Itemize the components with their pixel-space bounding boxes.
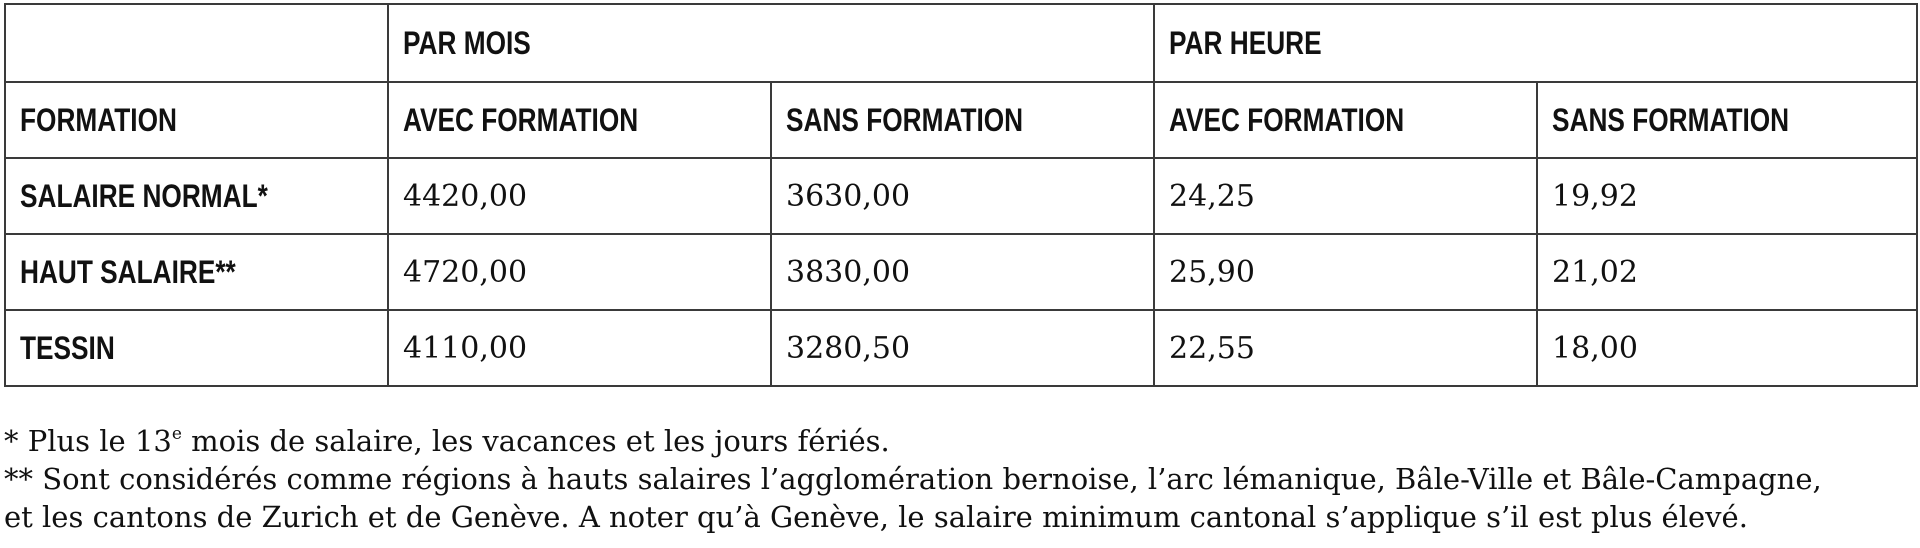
- salary-table: [4, 3, 1918, 387]
- column-header-formation: FORMATION: [5, 82, 388, 158]
- cell-hour-without: 21,02: [1537, 234, 1917, 310]
- cell-month-without: 3280,50: [771, 310, 1154, 386]
- group-header-per-hour-label: PAR HEURE: [1169, 24, 1322, 61]
- row-label: SALAIRE NORMAL*: [5, 158, 388, 234]
- group-header-per-month: [388, 4, 1154, 82]
- row-label: TESSIN: [5, 310, 388, 386]
- table-row: [5, 234, 1917, 310]
- cell-month-with: 4720,00: [388, 234, 771, 310]
- cell-month-with: 4420,00: [388, 158, 771, 234]
- cell-month-without: 3630,00: [771, 158, 1154, 234]
- group-header-per-hour: [1154, 4, 1917, 82]
- column-header-hour-with: AVEC FORMATION: [1154, 82, 1537, 158]
- column-header-month-with: AVEC FORMATION: [388, 82, 771, 158]
- cell-hour-with: 22,55: [1154, 310, 1537, 386]
- row-label: HAUT SALAIRE**: [5, 234, 388, 310]
- empty-corner-cell: [5, 4, 388, 82]
- footnote-2-line-2: et les cantons de Zurich et de Genève. A noter qu’à Genève, le salaire minimum cantonal s’applique s’il est plus élevé.: [4, 500, 1748, 534]
- table-row: [5, 310, 1917, 386]
- cell-hour-without: 19,92: [1537, 158, 1917, 234]
- group-header-per-month-label: PAR MOIS: [403, 24, 531, 61]
- cell-month-without: 3830,00: [771, 234, 1154, 310]
- table-row: [5, 158, 1917, 234]
- column-header-row: [5, 82, 1917, 158]
- footnote-2-line-1: ** Sont considérés comme régions à hauts salaires l’agglomération bernoise, l’arc lémanique, Bâle-Ville et Bâle-Campagne,: [4, 462, 1822, 496]
- cell-hour-without: 18,00: [1537, 310, 1917, 386]
- column-header-hour-without: SANS FORMATION: [1537, 82, 1917, 158]
- cell-month-with: 4110,00: [388, 310, 771, 386]
- footnotes: [4, 422, 1916, 536]
- cell-hour-with: 25,90: [1154, 234, 1537, 310]
- column-header-month-without: SANS FORMATION: [771, 82, 1154, 158]
- cell-hour-with: 24,25: [1154, 158, 1537, 234]
- salary-table-container: [4, 3, 1916, 387]
- footnote-1: * Plus le 13e mois de salaire, les vacances et les jours fériés.: [4, 424, 890, 458]
- group-header-row: [5, 4, 1917, 82]
